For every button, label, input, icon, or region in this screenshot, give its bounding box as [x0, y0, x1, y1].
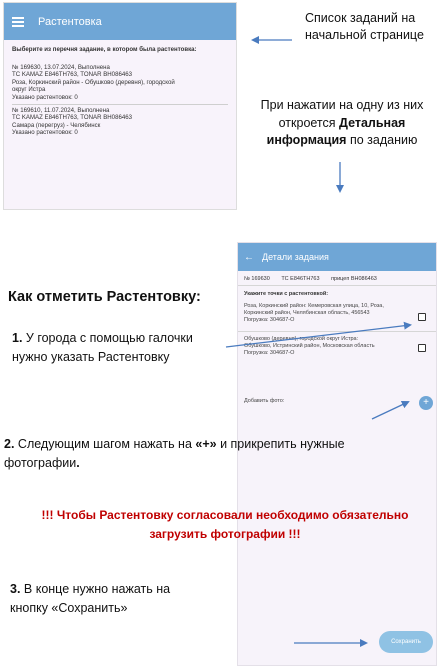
menu-icon[interactable]	[12, 17, 24, 26]
task-route: Самара (перегруз) - Челябинск	[12, 121, 101, 129]
task-list-screen	[3, 2, 237, 210]
point-address-cont: Обушково, Истринский район, Московская область	[244, 343, 375, 349]
points-prompt: Укажите точки с растентовкой:	[244, 291, 329, 297]
detail-note: При нажатии на одну из них откроется Детальная информация по заданию	[260, 98, 424, 147]
trailer-number: прицеп BH086463	[331, 276, 377, 282]
tent-checkbox[interactable]	[418, 344, 426, 352]
task-list-prompt: Выберите из перечня задание, в котором была растентовка:	[12, 46, 197, 53]
save-button[interactable]: Сохранить	[379, 631, 433, 653]
task-tent-count: Указано растентовок: 0	[12, 93, 78, 101]
task-list-item[interactable]	[12, 107, 228, 137]
divider	[238, 331, 436, 332]
task-info	[238, 271, 436, 285]
step-1: 1. У города с помощью галочки нужно указать Растентовку	[12, 331, 193, 364]
screen-title: Детали задания	[262, 252, 329, 262]
task-vehicle: ТС KAMAZ E846TH763, TONAR BH086463	[12, 114, 133, 122]
point-loading: Погрузка: 304687-О	[244, 317, 295, 323]
detail-note-bold: Детальная информация	[266, 115, 406, 147]
point-address: Роза, Коркинский район: Кемеровская улица, 10, Роза,	[244, 303, 384, 309]
add-photo-label: Добавить фото:	[244, 398, 285, 404]
back-arrow-icon[interactable]: ←	[244, 251, 254, 263]
point-loading: Погрузка: 304687-О	[244, 350, 295, 356]
task-list-item[interactable]	[12, 64, 228, 102]
screen-title: Растентовка	[38, 15, 102, 28]
truck-number: ТС E846TH763	[281, 276, 320, 282]
route-point	[238, 303, 436, 328]
divider	[12, 104, 228, 105]
task-number-date-status: № 169610, 11.07.2024, Выполнена	[12, 106, 110, 114]
task-tent-count: Указано растентовок: 0	[12, 129, 78, 137]
step-3: 3. В конце нужно нажать на кнопку «Сохранить»	[10, 582, 171, 615]
point-address-cont: Коркинский район, Челябинская область, 456543	[244, 310, 370, 316]
task-vehicle: ТС KAMAZ E846TH763, TONAR BH086463	[12, 71, 133, 79]
task-route-cont: округ Истра	[12, 86, 46, 94]
app-bar	[4, 3, 236, 40]
tent-checkbox[interactable]	[418, 313, 426, 321]
instructions-title: Как отметить Растентовку:	[8, 289, 201, 305]
app-bar	[238, 243, 436, 271]
step-2: 2. Следующим шагом нажать на «+» и прикрепить нужные фотографии.	[4, 437, 345, 470]
point-address: Обушково (деревня), городской округ Истра:	[244, 336, 359, 342]
task-list-note: Список заданий на начальной странице	[305, 11, 424, 42]
route-point	[238, 336, 436, 361]
add-photo-button[interactable]: +	[419, 396, 433, 410]
task-route: Роза, Коркинский район - Обушково (деревня), городской	[12, 78, 175, 86]
task-number-date-status: № 169630, 13.07.2024, Выполнена	[12, 63, 110, 71]
task-number: № 169630	[244, 276, 270, 282]
photo-warning: !!! Чтобы Растентовку согласовали необходимо обязательно загрузить фотографии !!!	[41, 508, 409, 541]
